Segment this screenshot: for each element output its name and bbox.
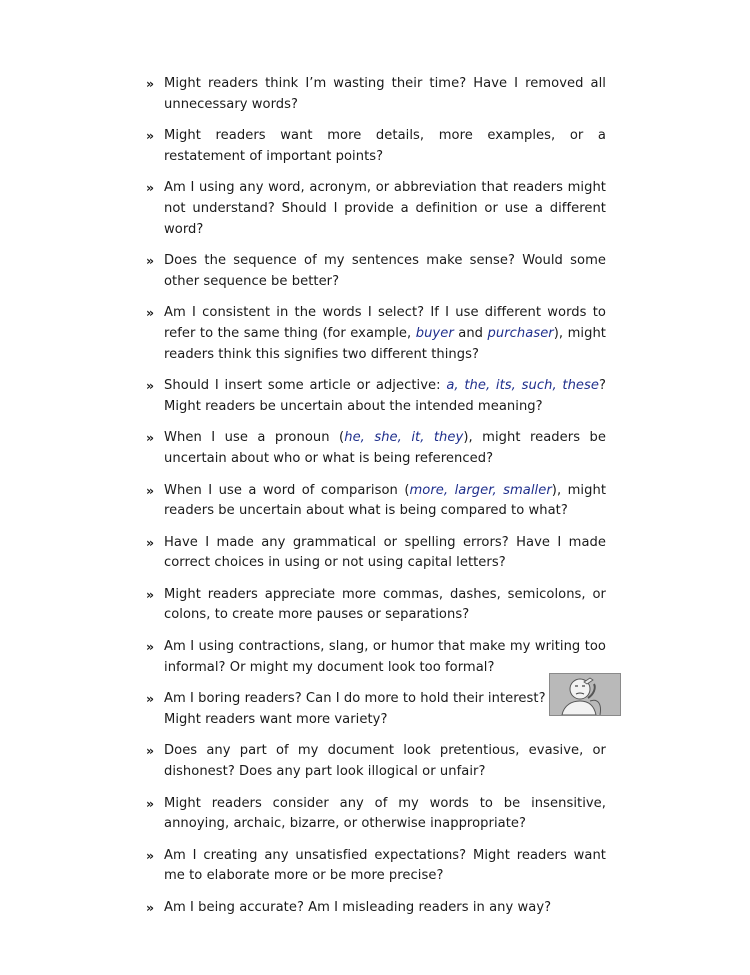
list-item [146, 428, 606, 469]
question-text: Am I consistent in the words I select? If I use different words to refer to the same thing (for example, [164, 305, 606, 341]
question-text: Might readers think I’m wasting their time? Have I removed all unnecessary words? [164, 76, 606, 112]
question-text: Am I creating any unsatisfied expectations? Might readers want me to elaborate more or be more precise? [164, 847, 606, 884]
question-text: Does the sequence of my sentences make sense? Would some other sequence be better? [164, 253, 606, 289]
list-item [146, 689, 606, 730]
bullet-icon: » [146, 847, 155, 863]
bullet-icon: » [146, 795, 155, 811]
question-text: ), might readers think this signifies two different things? [164, 325, 606, 362]
list-item [146, 585, 606, 626]
list-item [146, 74, 606, 115]
question-text: Might readers want more variety? [164, 711, 388, 727]
list-item [146, 846, 606, 887]
bullet-icon: » [146, 305, 155, 321]
example-words: purchaser [487, 325, 554, 341]
question-text: Am I using any word, acronym, or abbreviation that readers might not understand? Should I provide a definition or use a different word? [164, 180, 606, 237]
list-item [146, 794, 606, 835]
example-words: more, larger, smaller [409, 482, 552, 498]
list-item [146, 126, 606, 167]
list-item [146, 178, 606, 240]
example-words: he, she, it, they [344, 430, 464, 446]
question-text: When I use a pronoun ( [164, 430, 345, 446]
list-item [146, 533, 606, 574]
bullet-icon: » [146, 128, 155, 144]
list-item [146, 637, 606, 678]
bullet-icon: » [146, 586, 155, 602]
bullet-icon: » [146, 253, 155, 269]
question-text: Might readers consider any of my words to be insensitive, annoying, archaic, bizarre, or otherwise inappropriate? [164, 795, 606, 832]
list-item [146, 303, 606, 365]
question-text: ), might readers be uncertain about what is being compared to what? [164, 482, 607, 519]
bullet-icon: » [146, 180, 155, 196]
bullet-icon: » [146, 743, 155, 759]
question-text: Might readers appreciate more commas, dashes, semicolons, or colons, to create more pauses or separations? [164, 586, 606, 623]
question-text: Am I using contractions, slang, or humor that make my writing too informal? Or might my document look too formal? [164, 639, 606, 675]
list-item [146, 251, 606, 292]
bullet-icon: » [146, 482, 155, 498]
question-text: Should I insert some article or adjective: [164, 378, 447, 394]
list-item [146, 376, 606, 417]
bullet-icon: » [146, 691, 155, 707]
question-text: Does any part of my document look pretentious, evasive, or dishonest? Does any part look illogical or unfair? [164, 743, 606, 780]
bullet-icon: » [146, 430, 155, 446]
bored-reader-icon [549, 673, 621, 716]
bullet-icon: » [146, 76, 155, 91]
bullet-icon: » [146, 900, 155, 915]
question-text: ? Might readers be uncertain about the intended meaning? [164, 378, 606, 414]
list-item [146, 898, 606, 919]
question-text: Have I made any grammatical or spelling errors? Have I made correct choices in using or not using capital letters? [164, 534, 606, 571]
question-list [146, 74, 606, 930]
question-text: Am I boring readers? Can I do more to hold their interest? [164, 691, 546, 707]
question-text: Am I being accurate? Am I misleading readers in any way? [164, 900, 552, 915]
list-item [146, 741, 606, 782]
list-item [146, 481, 606, 522]
question-text: and [453, 325, 488, 341]
question-text: ), might readers be uncertain about who or what is being referenced? [164, 430, 606, 466]
question-text: Might readers want more details, more examples, or a restatement of important points? [164, 128, 606, 164]
example-words: buyer [415, 325, 454, 341]
example-words: a, the, its, such, these [446, 378, 599, 394]
bullet-icon: » [146, 378, 155, 394]
bullet-icon: » [146, 534, 155, 550]
bullet-icon: » [146, 639, 155, 655]
question-text: When I use a word of comparison ( [164, 482, 410, 498]
